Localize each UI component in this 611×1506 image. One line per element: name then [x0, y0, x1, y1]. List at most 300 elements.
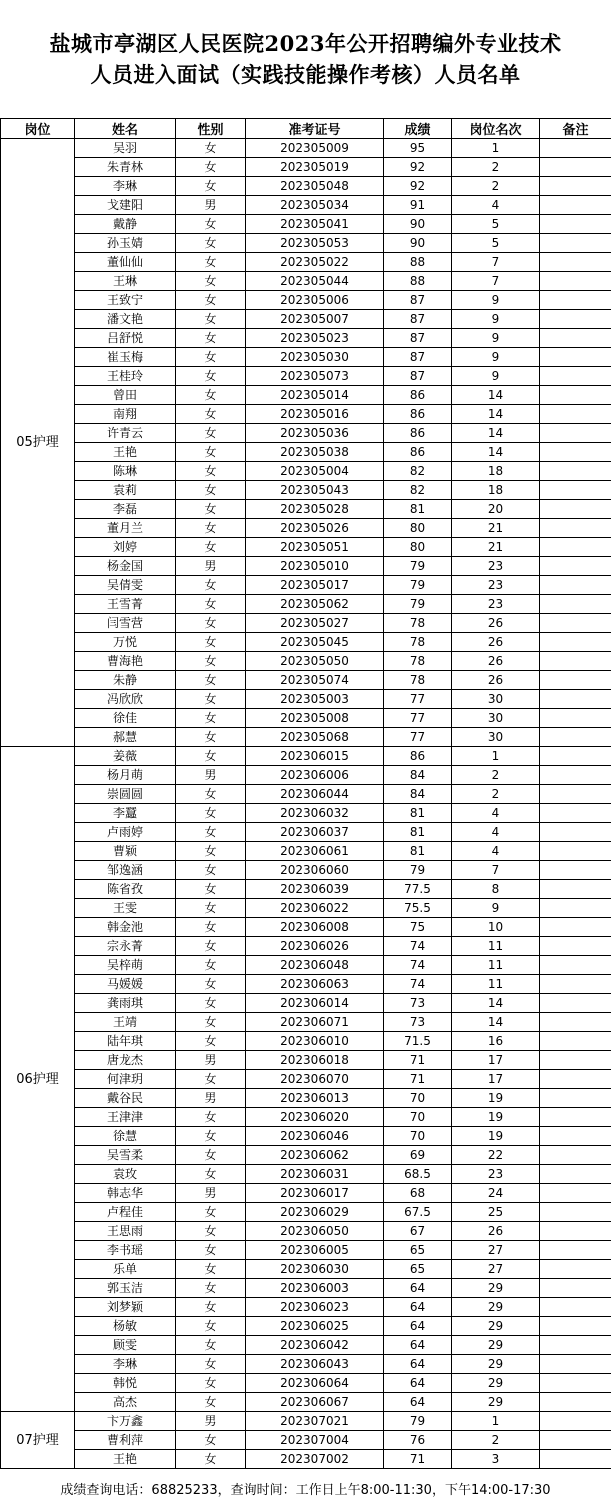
table-row	[1, 310, 611, 329]
remarks-cell	[540, 766, 611, 785]
remarks-cell	[540, 1032, 611, 1051]
gender-cell: 女	[176, 633, 246, 652]
rank-cell: 29	[452, 1317, 540, 1336]
exam-number-cell: 202305022	[246, 253, 384, 272]
name-cell: 吴雪柔	[75, 1146, 176, 1165]
name-cell: 韩悦	[75, 1374, 176, 1393]
exam-number-cell: 202306070	[246, 1070, 384, 1089]
table-row	[1, 386, 611, 405]
score-cell: 73	[384, 1013, 452, 1032]
rank-cell: 26	[452, 614, 540, 633]
exam-number-cell: 202305036	[246, 424, 384, 443]
name-cell: 朱静	[75, 671, 176, 690]
score-cell: 64	[384, 1355, 452, 1374]
rank-cell: 22	[452, 1146, 540, 1165]
exam-number-cell: 202306005	[246, 1241, 384, 1260]
exam-number-cell: 202306029	[246, 1203, 384, 1222]
score-cell: 88	[384, 272, 452, 291]
score-cell: 82	[384, 462, 452, 481]
score-cell: 74	[384, 956, 452, 975]
table-row	[1, 253, 611, 272]
gender-cell: 女	[176, 1355, 246, 1374]
remarks-cell	[540, 614, 611, 633]
table-row	[1, 842, 611, 861]
table-row	[1, 804, 611, 823]
table-row	[1, 1222, 611, 1241]
document-title	[0, 0, 611, 118]
score-cell: 77	[384, 728, 452, 747]
score-cell: 79	[384, 1412, 452, 1431]
score-cell: 87	[384, 367, 452, 386]
table-row	[1, 1146, 611, 1165]
table-row	[1, 671, 611, 690]
rank-cell: 29	[452, 1355, 540, 1374]
gender-cell: 女	[176, 823, 246, 842]
remarks-cell	[540, 671, 611, 690]
score-cell: 91	[384, 196, 452, 215]
gender-cell: 女	[176, 861, 246, 880]
table-row	[1, 1431, 611, 1450]
remarks-cell	[540, 899, 611, 918]
score-cell: 70	[384, 1089, 452, 1108]
gender-cell: 男	[176, 1412, 246, 1431]
table-row	[1, 538, 611, 557]
table-row	[1, 272, 611, 291]
exam-number-cell: 202306042	[246, 1336, 384, 1355]
remarks-cell	[540, 1070, 611, 1089]
gender-cell: 女	[176, 937, 246, 956]
gender-cell: 女	[176, 614, 246, 633]
exam-number-cell: 202306044	[246, 785, 384, 804]
exam-number-cell: 202305051	[246, 538, 384, 557]
gender-cell: 女	[176, 462, 246, 481]
remarks-cell	[540, 690, 611, 709]
score-cell: 86	[384, 443, 452, 462]
score-cell: 64	[384, 1393, 452, 1412]
remarks-cell	[540, 1108, 611, 1127]
exam-number-cell: 202306003	[246, 1279, 384, 1298]
rank-cell: 14	[452, 1013, 540, 1032]
gender-cell: 女	[176, 538, 246, 557]
name-cell: 王靖	[75, 1013, 176, 1032]
exam-number-cell: 202306020	[246, 1108, 384, 1127]
remarks-cell	[540, 481, 611, 500]
exam-number-cell: 202305038	[246, 443, 384, 462]
rank-cell: 11	[452, 937, 540, 956]
table-row	[1, 1051, 611, 1070]
gender-cell: 女	[176, 785, 246, 804]
remarks-cell	[540, 1089, 611, 1108]
exam-number-cell: 202305043	[246, 481, 384, 500]
score-cell: 74	[384, 937, 452, 956]
table-row	[1, 766, 611, 785]
name-cell: 董月兰	[75, 519, 176, 538]
table-row	[1, 747, 611, 766]
gender-cell: 女	[176, 1070, 246, 1089]
gender-cell: 女	[176, 1108, 246, 1127]
header-score: 成绩	[384, 119, 452, 139]
remarks-cell	[540, 234, 611, 253]
remarks-cell	[540, 405, 611, 424]
score-cell: 81	[384, 823, 452, 842]
name-cell: 李琳	[75, 177, 176, 196]
gender-cell: 女	[176, 1013, 246, 1032]
name-cell: 闫雪营	[75, 614, 176, 633]
table-body	[1, 139, 611, 1469]
score-cell: 74	[384, 975, 452, 994]
remarks-cell	[540, 1127, 611, 1146]
score-cell: 70	[384, 1127, 452, 1146]
remarks-cell	[540, 1431, 611, 1450]
gender-cell: 女	[176, 1241, 246, 1260]
rank-cell: 5	[452, 215, 540, 234]
exam-number-cell: 202306008	[246, 918, 384, 937]
table-row	[1, 595, 611, 614]
gender-cell: 女	[176, 804, 246, 823]
remarks-cell	[540, 1184, 611, 1203]
name-cell: 高杰	[75, 1393, 176, 1412]
gender-cell: 男	[176, 1089, 246, 1108]
remarks-cell	[540, 386, 611, 405]
name-cell: 孙玉婧	[75, 234, 176, 253]
remarks-cell	[540, 785, 611, 804]
score-cell: 75	[384, 918, 452, 937]
remarks-cell	[540, 329, 611, 348]
remarks-cell	[540, 519, 611, 538]
rank-cell: 29	[452, 1279, 540, 1298]
score-cell: 69	[384, 1146, 452, 1165]
exam-number-cell: 202306006	[246, 766, 384, 785]
score-cell: 65	[384, 1241, 452, 1260]
rank-cell: 27	[452, 1260, 540, 1279]
table-row	[1, 709, 611, 728]
score-cell: 90	[384, 234, 452, 253]
position-group-cell: 05护理	[1, 139, 75, 747]
exam-number-cell: 202306023	[246, 1298, 384, 1317]
gender-cell: 女	[176, 443, 246, 462]
table-row	[1, 880, 611, 899]
exam-number-cell: 202306017	[246, 1184, 384, 1203]
score-cell: 92	[384, 158, 452, 177]
remarks-cell	[540, 253, 611, 272]
exam-number-cell: 202305008	[246, 709, 384, 728]
remarks-cell	[540, 1013, 611, 1032]
score-cell: 87	[384, 310, 452, 329]
gender-cell: 男	[176, 196, 246, 215]
remarks-cell	[540, 861, 611, 880]
exam-number-cell: 202306060	[246, 861, 384, 880]
rank-cell: 17	[452, 1070, 540, 1089]
table-row	[1, 1298, 611, 1317]
rank-cell: 23	[452, 557, 540, 576]
remarks-cell	[540, 177, 611, 196]
name-cell: 曹利萍	[75, 1431, 176, 1450]
exam-number-cell: 202305019	[246, 158, 384, 177]
exam-number-cell: 202306037	[246, 823, 384, 842]
exam-number-cell: 202305034	[246, 196, 384, 215]
exam-number-cell: 202305045	[246, 633, 384, 652]
exam-number-cell: 202306063	[246, 975, 384, 994]
rank-cell: 29	[452, 1393, 540, 1412]
name-cell: 戈建阳	[75, 196, 176, 215]
name-cell: 吴倩雯	[75, 576, 176, 595]
name-cell: 乐单	[75, 1260, 176, 1279]
name-cell: 姜薇	[75, 747, 176, 766]
exam-number-cell: 202306064	[246, 1374, 384, 1393]
remarks-cell	[540, 1336, 611, 1355]
name-cell: 曹颖	[75, 842, 176, 861]
table-header-row	[1, 119, 611, 139]
gender-cell: 女	[176, 975, 246, 994]
table-row	[1, 139, 611, 158]
rank-cell: 27	[452, 1241, 540, 1260]
gender-cell: 女	[176, 177, 246, 196]
rank-cell: 9	[452, 291, 540, 310]
name-cell: 王艳	[75, 1450, 176, 1469]
gender-cell: 女	[176, 272, 246, 291]
rank-cell: 25	[452, 1203, 540, 1222]
gender-cell: 女	[176, 234, 246, 253]
header-position: 岗位	[1, 119, 75, 139]
remarks-cell	[540, 747, 611, 766]
score-cell: 71	[384, 1450, 452, 1469]
score-cell: 71	[384, 1051, 452, 1070]
gender-cell: 女	[176, 329, 246, 348]
rank-cell: 17	[452, 1051, 540, 1070]
rank-cell: 16	[452, 1032, 540, 1051]
gender-cell: 女	[176, 367, 246, 386]
table-row	[1, 1241, 611, 1260]
remarks-cell	[540, 1203, 611, 1222]
exam-number-cell: 202305048	[246, 177, 384, 196]
table-row	[1, 348, 611, 367]
exam-number-cell: 202305027	[246, 614, 384, 633]
candidate-table	[0, 118, 611, 1469]
score-cell: 75.5	[384, 899, 452, 918]
table-row	[1, 1374, 611, 1393]
rank-cell: 20	[452, 500, 540, 519]
rank-cell: 26	[452, 671, 540, 690]
name-cell: 陆年琪	[75, 1032, 176, 1051]
score-cell: 88	[384, 253, 452, 272]
score-cell: 87	[384, 291, 452, 310]
exam-number-cell: 202305014	[246, 386, 384, 405]
gender-cell: 女	[176, 1450, 246, 1469]
name-cell: 李书瑶	[75, 1241, 176, 1260]
remarks-cell	[540, 633, 611, 652]
exam-number-cell: 202306013	[246, 1089, 384, 1108]
table-row	[1, 424, 611, 443]
rank-cell: 26	[452, 1222, 540, 1241]
table-row	[1, 405, 611, 424]
rank-cell: 11	[452, 956, 540, 975]
exam-number-cell: 202306046	[246, 1127, 384, 1146]
remarks-cell	[540, 1317, 611, 1336]
gender-cell: 女	[176, 519, 246, 538]
table-row	[1, 918, 611, 937]
name-cell: 陈琳	[75, 462, 176, 481]
exam-number-cell: 202306026	[246, 937, 384, 956]
name-cell: 许青云	[75, 424, 176, 443]
gender-cell: 女	[176, 310, 246, 329]
exam-number-cell: 202305068	[246, 728, 384, 747]
name-cell: 邹逸涵	[75, 861, 176, 880]
name-cell: 李琳	[75, 1355, 176, 1374]
remarks-cell	[540, 880, 611, 899]
exam-number-cell: 202306030	[246, 1260, 384, 1279]
score-cell: 78	[384, 633, 452, 652]
table-row	[1, 1127, 611, 1146]
table-row	[1, 1412, 611, 1431]
name-cell: 崔玉梅	[75, 348, 176, 367]
exam-number-cell: 202306039	[246, 880, 384, 899]
exam-number-cell: 202306015	[246, 747, 384, 766]
score-cell: 80	[384, 538, 452, 557]
name-cell: 南翔	[75, 405, 176, 424]
name-cell: 李蠶	[75, 804, 176, 823]
gender-cell: 男	[176, 766, 246, 785]
table-row	[1, 481, 611, 500]
score-cell: 92	[384, 177, 452, 196]
name-cell: 卢雨婷	[75, 823, 176, 842]
remarks-cell	[540, 1355, 611, 1374]
table-row	[1, 937, 611, 956]
score-cell: 71.5	[384, 1032, 452, 1051]
table-row	[1, 1450, 611, 1469]
remarks-cell	[540, 709, 611, 728]
rank-cell: 23	[452, 1165, 540, 1184]
name-cell: 刘婷	[75, 538, 176, 557]
remarks-cell	[540, 215, 611, 234]
remarks-cell	[540, 937, 611, 956]
score-cell: 67.5	[384, 1203, 452, 1222]
gender-cell: 男	[176, 1184, 246, 1203]
gender-cell: 女	[176, 690, 246, 709]
gender-cell: 女	[176, 671, 246, 690]
table-row	[1, 1203, 611, 1222]
rank-cell: 4	[452, 804, 540, 823]
rank-cell: 23	[452, 576, 540, 595]
table-row	[1, 1184, 611, 1203]
position-group-cell: 07护理	[1, 1412, 75, 1469]
exam-number-cell: 202307004	[246, 1431, 384, 1450]
table-row	[1, 823, 611, 842]
name-cell: 郭玉洁	[75, 1279, 176, 1298]
header-gender: 性别	[176, 119, 246, 139]
table-row	[1, 1336, 611, 1355]
score-cell: 67	[384, 1222, 452, 1241]
score-cell: 80	[384, 519, 452, 538]
rank-cell: 2	[452, 177, 540, 196]
gender-cell: 女	[176, 1336, 246, 1355]
exam-number-cell: 202307002	[246, 1450, 384, 1469]
name-cell: 朱青林	[75, 158, 176, 177]
score-cell: 84	[384, 785, 452, 804]
gender-cell: 女	[176, 424, 246, 443]
gender-cell: 女	[176, 1317, 246, 1336]
table-row	[1, 215, 611, 234]
exam-number-cell: 202305003	[246, 690, 384, 709]
name-cell: 王津津	[75, 1108, 176, 1127]
gender-cell: 女	[176, 500, 246, 519]
name-cell: 徐佳	[75, 709, 176, 728]
exam-number-cell: 202305017	[246, 576, 384, 595]
rank-cell: 24	[452, 1184, 540, 1203]
gender-cell: 女	[176, 253, 246, 272]
rank-cell: 10	[452, 918, 540, 937]
rank-cell: 1	[452, 139, 540, 158]
gender-cell: 女	[176, 1032, 246, 1051]
name-cell: 龚雨琪	[75, 994, 176, 1013]
name-cell: 潘文艳	[75, 310, 176, 329]
name-cell: 韩金池	[75, 918, 176, 937]
title-line-2: 人员进入面试（实践技能操作考核）人员名单	[90, 62, 521, 87]
name-cell: 王艳	[75, 443, 176, 462]
score-cell: 86	[384, 747, 452, 766]
rank-cell: 21	[452, 538, 540, 557]
remarks-cell	[540, 538, 611, 557]
rank-cell: 4	[452, 196, 540, 215]
rank-cell: 9	[452, 329, 540, 348]
name-cell: 杨敏	[75, 1317, 176, 1336]
name-cell: 马媛媛	[75, 975, 176, 994]
name-cell: 宗永菁	[75, 937, 176, 956]
name-cell: 郝慧	[75, 728, 176, 747]
remarks-cell	[540, 918, 611, 937]
exam-number-cell: 202305050	[246, 652, 384, 671]
remarks-cell	[540, 310, 611, 329]
table-row	[1, 367, 611, 386]
score-cell: 64	[384, 1374, 452, 1393]
score-cell: 65	[384, 1260, 452, 1279]
name-cell: 王致宁	[75, 291, 176, 310]
score-cell: 95	[384, 139, 452, 158]
score-cell: 77	[384, 690, 452, 709]
exam-number-cell: 202305044	[246, 272, 384, 291]
exam-number-cell: 202305006	[246, 291, 384, 310]
gender-cell: 女	[176, 994, 246, 1013]
remarks-cell	[540, 823, 611, 842]
rank-cell: 8	[452, 880, 540, 899]
rank-cell: 14	[452, 386, 540, 405]
remarks-cell	[540, 139, 611, 158]
score-cell: 64	[384, 1279, 452, 1298]
name-cell: 袁莉	[75, 481, 176, 500]
exam-number-cell: 202306061	[246, 842, 384, 861]
table-row	[1, 1089, 611, 1108]
gender-cell: 女	[176, 139, 246, 158]
name-cell: 崇圆圆	[75, 785, 176, 804]
table-row	[1, 994, 611, 1013]
exam-number-cell: 202306010	[246, 1032, 384, 1051]
position-group-cell: 06护理	[1, 747, 75, 1412]
table-row	[1, 196, 611, 215]
gender-cell: 女	[176, 348, 246, 367]
remarks-cell	[540, 557, 611, 576]
table-row	[1, 1013, 611, 1032]
rank-cell: 23	[452, 595, 540, 614]
remarks-cell	[540, 956, 611, 975]
score-cell: 82	[384, 481, 452, 500]
table-row	[1, 462, 611, 481]
score-cell: 81	[384, 804, 452, 823]
gender-cell: 女	[176, 1393, 246, 1412]
score-cell: 64	[384, 1298, 452, 1317]
rank-cell: 1	[452, 1412, 540, 1431]
rank-cell: 30	[452, 690, 540, 709]
score-cell: 73	[384, 994, 452, 1013]
gender-cell: 女	[176, 386, 246, 405]
